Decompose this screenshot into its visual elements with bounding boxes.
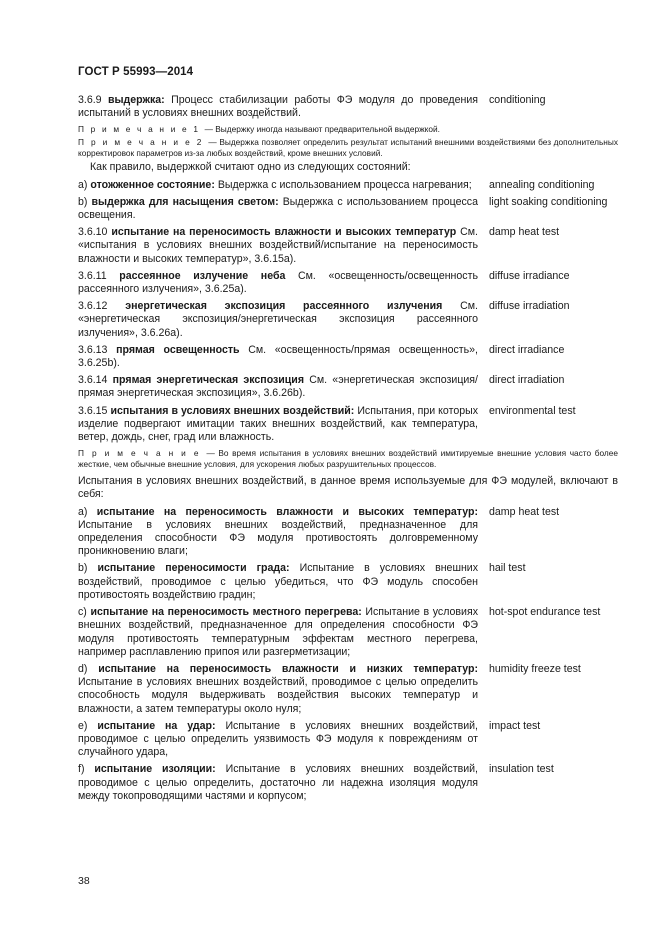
- term-entry: [78, 506, 618, 559]
- note: [78, 124, 618, 135]
- note-label: П р и м е ч а н и е: [78, 448, 207, 459]
- term-definition: [78, 562, 478, 602]
- term-definition: [78, 663, 478, 716]
- term-text: Испытание в условиях внешних воздействий, проводимое с целью убедиться, что ФЭ модуль способен противостоять воздействию градин;: [78, 562, 479, 601]
- term-number: 3.6.9: [78, 94, 108, 106]
- term-entry: [78, 270, 618, 296]
- term-english: environmental test: [489, 404, 576, 417]
- term-number: 3.6.11: [78, 269, 120, 282]
- note: [78, 137, 618, 159]
- term-entry: [78, 179, 618, 192]
- term-name: отожженное состояние:: [90, 178, 215, 191]
- term-english: conditioning: [489, 94, 546, 106]
- page-header: ГОСТ Р 55993—2014: [78, 66, 194, 78]
- term-entry: [78, 763, 618, 803]
- term-english: damp heat test: [489, 226, 560, 239]
- term-number: 3.6.15: [78, 404, 111, 417]
- term-text: См. «освещенность/прямая освещенность», 3.6.25b).: [78, 343, 478, 370]
- term-definition: [78, 763, 478, 803]
- term-name: прямая энергетическая экспозиция: [112, 374, 305, 387]
- term-name: испытание переносимости града:: [97, 562, 290, 575]
- term-number: f): [78, 763, 95, 776]
- term-text: Испытание в условиях внешних воздействий, проводимое с целью определить уязвимость ФЭ модуля к повреждениям от случайного удара,: [78, 719, 478, 759]
- term-english: diffuse irradiance: [489, 269, 570, 282]
- term-name: выдержка:: [107, 94, 165, 106]
- term-name: испытание на переносимость влажности и высоких температур: [111, 226, 457, 239]
- note-label: П р и м е ч а н и е 1: [78, 124, 205, 135]
- note-label: П р и м е ч а н и е 2: [78, 137, 209, 148]
- term-block-1: [78, 94, 618, 120]
- term-entry: [78, 94, 618, 120]
- term-text: См. «энергетическая экспозиция/прямая энергетическая экспозиция», 3.6.26b).: [78, 374, 478, 400]
- term-text: Выдержка с использованием процесса нагревания;: [217, 178, 472, 191]
- term-entry: [78, 405, 618, 445]
- term-text: Испытание в условиях внешних воздействий, проводимое с целью определить способность модуля выдерживать воздействия высоких температур и влажности, а затем температуры около нуля;: [78, 676, 478, 715]
- term-entry: [78, 720, 618, 760]
- term-name: энергетическая экспозиция рассеянного излучения: [125, 300, 443, 313]
- notes-block-2: [78, 448, 618, 470]
- term-entry: [78, 226, 618, 266]
- term-text: Испытание в условиях внешних воздействий, проводимое с целью определить, достаточно ли надежна изоляция модуля между токопроводящими частями и корпусом;: [78, 763, 478, 802]
- term-definition: [78, 300, 478, 340]
- term-name: испытание изоляции:: [94, 763, 216, 776]
- term-number: 3.6.13: [78, 343, 117, 356]
- term-definition: [78, 606, 478, 659]
- term-english: hot-spot endurance test: [489, 606, 601, 619]
- term-name: испытание на переносимость влажности и высоких температур:: [96, 505, 478, 518]
- term-number: d): [78, 662, 99, 675]
- term-entry: [78, 606, 618, 659]
- term-definition: [78, 196, 478, 222]
- term-entry: [78, 663, 618, 716]
- term-name: выдержка для насыщения светом:: [91, 195, 279, 208]
- term-english: insulation test: [489, 763, 554, 776]
- term-text: Испытание в условиях внешних воздействий, предназначенное для определения способности ФЭ модуля противостоять долговременному проникновению влаги;: [78, 518, 478, 558]
- term-name: испытание на переносимость местного перегрева:: [90, 606, 362, 619]
- term-english: annealing conditioning: [489, 178, 595, 191]
- notes-block-1: [78, 124, 618, 159]
- term-english: humidity freeze test: [489, 662, 581, 675]
- paragraph-intro: Как правило, выдержкой считают одно из следующих состояний:: [90, 161, 411, 174]
- term-number: 3.6.14: [78, 374, 113, 387]
- term-definition: [78, 270, 478, 296]
- term-english: direct irradiation: [489, 374, 565, 387]
- term-number: а): [78, 505, 97, 518]
- term-block-3: [78, 506, 618, 803]
- term-number: а): [78, 178, 91, 191]
- term-number: b): [78, 562, 98, 575]
- note-text: — Выдержку иногда называют предварительной выдержкой.: [204, 124, 440, 135]
- term-english: diffuse irradiation: [489, 300, 570, 313]
- term-definition: [78, 226, 478, 266]
- term-text: Испытание в условиях внешних воздействий, предназначенное для определения способности ФЭ модуля противостоять температурным эффектам местного перегрева, например расплавлению припоя или разгерметизации;: [78, 606, 478, 658]
- term-block-2: [78, 179, 618, 445]
- term-name: прямая освещенность: [116, 343, 240, 356]
- note-text: — Во время испытания в условиях внешних воздействий имитируемые внешние условия часто более жесткие, чем обычные внешние условия, для ускорения любых разрушительных процессов.: [78, 448, 618, 470]
- term-definition: [78, 94, 478, 120]
- term-text: См. «энергетическая экспозиция/энергетическая экспозиция рассеянного излучения», 3.6.26а).: [78, 300, 478, 339]
- note: [78, 448, 618, 470]
- term-definition: [78, 720, 478, 760]
- term-english: hail test: [489, 562, 526, 575]
- term-name: испытание на удар:: [97, 719, 216, 732]
- term-number: с): [78, 606, 91, 619]
- term-name: испытание на переносимость влажности и низких температур:: [98, 662, 478, 675]
- term-number: 3.6.12: [78, 300, 126, 313]
- term-definition: [78, 344, 478, 370]
- paragraph-tests: Испытания в условиях внешних воздействий, в данное время используемые для ФЭ модулей, включают в себя:: [78, 475, 618, 501]
- term-name: рассеянное излучение неба: [119, 269, 286, 282]
- term-entry: [78, 300, 618, 340]
- term-text: Выдержка с использованием процесса освещения.: [78, 195, 478, 222]
- term-text: См. «освещенность/освещенность рассеянного излучения», 3.6.25а).: [78, 269, 478, 296]
- term-text: См. «испытания в условиях внешних воздействий/испытание на переносимость влажности и высоких температур», 3.6.15а).: [78, 226, 478, 265]
- page-number: 38: [78, 875, 90, 887]
- term-english: light soaking conditioning: [489, 195, 608, 208]
- term-definition: [78, 179, 478, 192]
- document-body: [78, 94, 618, 807]
- term-english: direct irradiance: [489, 343, 565, 356]
- term-number: b): [78, 195, 92, 208]
- term-entry: [78, 196, 618, 222]
- term-definition: [78, 374, 478, 400]
- term-name: испытания в условиях внешних воздействий:: [110, 404, 355, 417]
- term-definition: [78, 405, 478, 445]
- term-text: Процесс стабилизации работы ФЭ модуля до проведения испытаний в условиях внешних воздействий.: [78, 94, 478, 120]
- term-entry: [78, 374, 618, 400]
- term-entry: [78, 344, 618, 370]
- term-definition: [78, 506, 478, 559]
- term-text: Испытания, при которых изделие подвергают имитации таких внешних воздействий, как температура, ветер, дождь, снег, град или влажность.: [78, 404, 479, 444]
- note-text: — Выдержка позволяет определить результат испытаний внешними воздействиями без дополнительных корректировок параметров из-за любых воздействий, кроме внешних условий.: [78, 137, 618, 159]
- term-entry: [78, 562, 618, 602]
- term-number: е): [78, 719, 98, 732]
- term-english: damp heat test: [489, 505, 560, 518]
- term-english: impact test: [489, 719, 541, 732]
- term-number: 3.6.10: [78, 226, 112, 239]
